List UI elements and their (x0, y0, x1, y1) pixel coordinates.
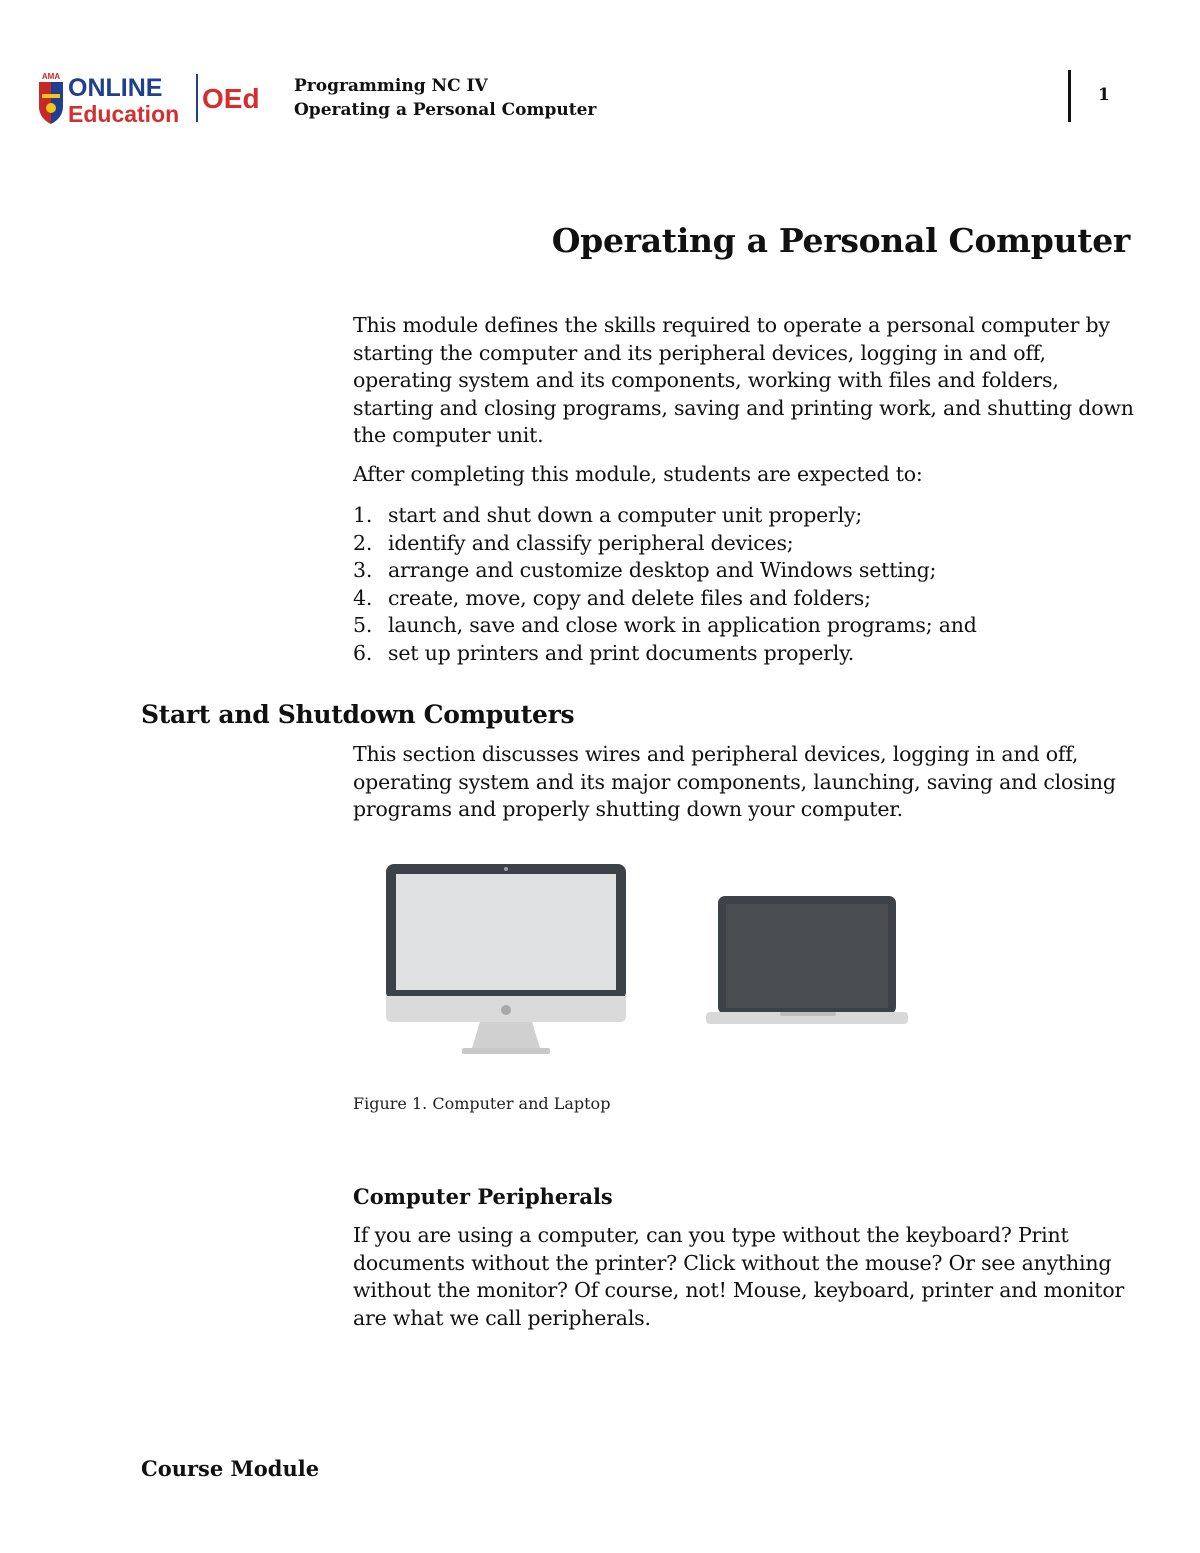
section-description: This section discusses wires and peripheral devices, logging in and off, operating system and its major components, launching, saving and closing programs and properly shutting down your computer. (353, 742, 1116, 822)
list-text: start and shut down a computer unit properly; (388, 503, 863, 527)
list-number: 2. (353, 530, 373, 555)
list-item (353, 530, 1143, 558)
list-text: arrange and customize desktop and Windows setting; (388, 558, 937, 583)
shield-icon (39, 72, 63, 124)
list-number: 3. (353, 558, 373, 583)
list-text: create, move, copy and delete files and folders; (388, 585, 871, 610)
module-name: Operating a Personal Computer (294, 100, 597, 120)
objectives-list (353, 502, 1143, 668)
list-item (353, 502, 1143, 530)
svg-text:ONLINE: ONLINE (68, 74, 163, 102)
list-item (353, 557, 1143, 585)
peripherals-paragraph: If you are using a computer, can you type without the keyboard? Print documents without the printer? Click without the mouse? Or see anything without the monitor? Of course, not! Mouse, keyboard, printer and monitor are what we call peripherals. (353, 1223, 1125, 1330)
list-number: 4. (353, 585, 373, 610)
header-divider (1068, 70, 1071, 122)
figure-caption: Figure 1. Computer and Laptop (353, 1094, 611, 1113)
svg-text:AMA: AMA (41, 72, 61, 81)
svg-text:OEd: OEd (202, 83, 260, 114)
intro-paragraph: This module defines the skills required to operate a personal computer by starting the computer and its peripheral devices, logging in and off, operating system and its components, working with files and folders, starting and closing programs, saving and printing work, and shutting down the computer unit. (353, 313, 1134, 448)
list-text: identify and classify peripheral devices; (388, 530, 794, 555)
desktop-monitor-icon (386, 864, 626, 1054)
list-text: set up printers and print documents properly. (388, 640, 855, 665)
objectives-intro: After completing this module, students are expected to: (353, 462, 923, 486)
list-item (353, 640, 1143, 668)
running-header (294, 74, 596, 122)
page-number: 1 (1098, 85, 1110, 105)
list-number: 6. (353, 640, 373, 665)
section-heading: Start and Shutdown Computers (141, 700, 575, 729)
svg-text:Education: Education (68, 101, 180, 126)
computer-laptop-figure (380, 858, 915, 1058)
laptop-icon (706, 896, 908, 1024)
course-name: Programming NC IV (294, 76, 488, 96)
list-text: launch, save and close work in application programs; and (388, 613, 977, 638)
list-number: 1. (353, 503, 373, 527)
list-number: 5. (353, 613, 373, 638)
page-footer: Course Module (141, 1456, 320, 1481)
online-education-logo (36, 70, 271, 126)
list-item (353, 612, 1143, 640)
subsection-heading: Computer Peripherals (353, 1184, 613, 1209)
page-title: Operating a Personal Computer (551, 221, 1130, 260)
list-item (353, 585, 1143, 613)
